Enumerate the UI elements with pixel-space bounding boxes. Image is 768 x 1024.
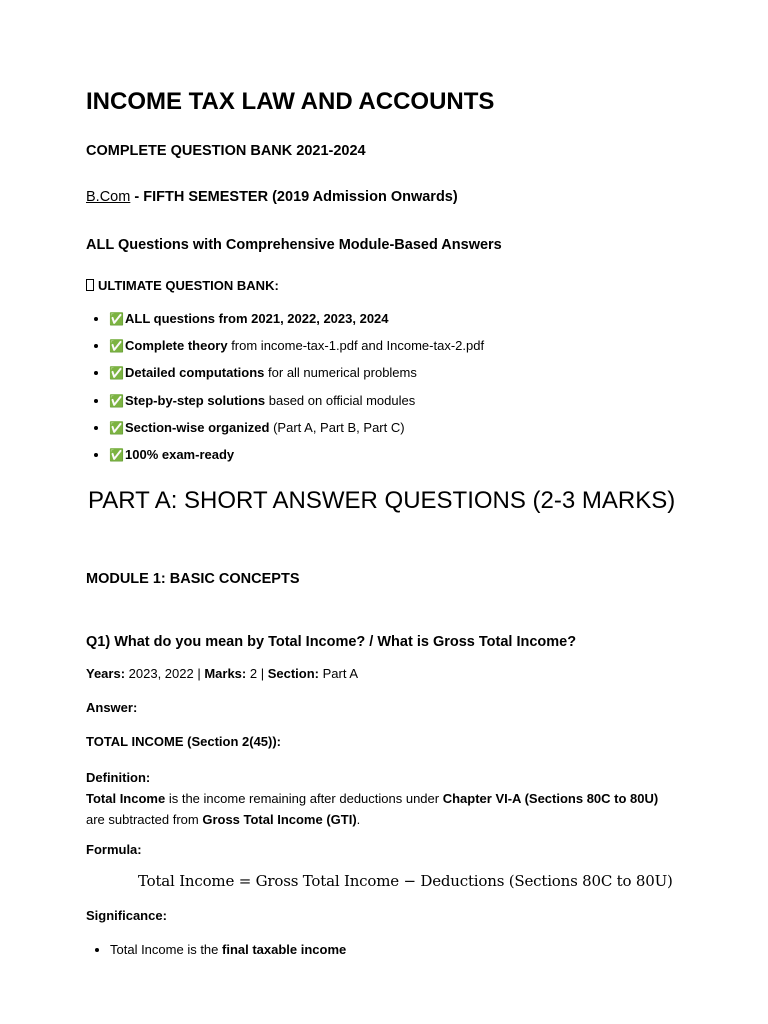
marks-label: Marks: <box>204 666 247 681</box>
list-item <box>109 440 484 467</box>
all-questions-heading: ALL Questions with Comprehensive Module-Based Answers <box>86 237 502 253</box>
feature-bold: Complete theory <box>125 338 228 354</box>
check-icon: ✅ <box>109 447 124 462</box>
document-subtitle: COMPLETE QUESTION BANK 2021-2024 <box>86 143 366 159</box>
years-label: Years: <box>86 666 126 681</box>
part-a-heading: PART A: SHORT ANSWER QUESTIONS (2-3 MARKS) <box>88 487 676 514</box>
years-value: 2023, 2022 | <box>125 666 205 681</box>
marks-value: 2 | <box>246 666 268 681</box>
list-item <box>109 386 484 413</box>
definition-text: are subtracted from <box>86 812 203 827</box>
check-icon: ✅ <box>109 339 124 354</box>
definition-label: Definition: <box>86 770 151 785</box>
feature-bold: Detailed computations <box>125 365 265 381</box>
section-label: Section: <box>267 666 319 681</box>
list-item <box>109 304 484 331</box>
definition-text: . <box>356 812 361 827</box>
ultimate-heading-text: ULTIMATE QUESTION BANK: <box>98 278 279 293</box>
check-icon: ✅ <box>109 366 124 381</box>
definition-term: Total Income <box>86 791 166 806</box>
definition-gti: Gross Total Income (GTI) <box>202 812 357 827</box>
definition-text: is the income remaining after deductions under <box>165 791 443 806</box>
answer-label: Answer: <box>86 700 138 715</box>
ultimate-heading <box>86 278 279 293</box>
document-title: INCOME TAX LAW AND ACCOUNTS <box>86 88 495 115</box>
total-income-heading: TOTAL INCOME (Section 2(45)): <box>86 734 282 749</box>
list-item <box>109 413 484 440</box>
feature-text: based on official modules <box>265 392 416 408</box>
list-item <box>109 358 484 385</box>
question-meta <box>86 666 358 681</box>
formula: Total Income = Gross Total Income − Deductions (Sections 80C to 80U) <box>138 872 673 890</box>
feature-bold: 100% exam-ready <box>125 446 235 462</box>
check-icon: ✅ <box>109 312 124 326</box>
module-heading: MODULE 1: BASIC CONCEPTS <box>86 571 300 587</box>
list-item <box>110 940 346 960</box>
feature-bold: ALL questions from 2021, 2022, 2023, 2024 <box>125 311 389 326</box>
course-line <box>86 189 458 205</box>
course-link[interactable]: B.Com <box>86 189 131 205</box>
definition-chapter: Chapter VI-A (Sections 80C to 80U) <box>442 791 659 806</box>
feature-text: from income-tax-1.pdf and Income-tax-2.pdf <box>227 338 485 354</box>
question-heading: Q1) What do you mean by Total Income? / What is Gross Total Income? <box>86 634 577 650</box>
missing-glyph-icon <box>86 279 94 291</box>
significance-bold: final taxable income <box>222 942 347 957</box>
list-item <box>109 331 484 358</box>
feature-text: for all numerical problems <box>264 365 417 381</box>
course-semester: - FIFTH SEMESTER (2019 Admission Onwards) <box>130 189 458 205</box>
feature-text: (Part A, Part B, Part C) <box>269 419 405 435</box>
definition-block <box>86 767 686 830</box>
section-value: Part A <box>319 666 359 681</box>
significance-text: Total Income is the <box>110 942 222 957</box>
check-icon: ✅ <box>109 420 124 435</box>
feature-bold: Step-by-step solutions <box>125 392 266 408</box>
feature-bold: Section-wise organized <box>125 419 270 435</box>
significance-label: Significance: <box>86 908 167 923</box>
check-icon: ✅ <box>109 393 124 408</box>
formula-label: Formula: <box>86 842 142 857</box>
feature-list <box>86 304 484 467</box>
significance-list <box>86 940 346 960</box>
